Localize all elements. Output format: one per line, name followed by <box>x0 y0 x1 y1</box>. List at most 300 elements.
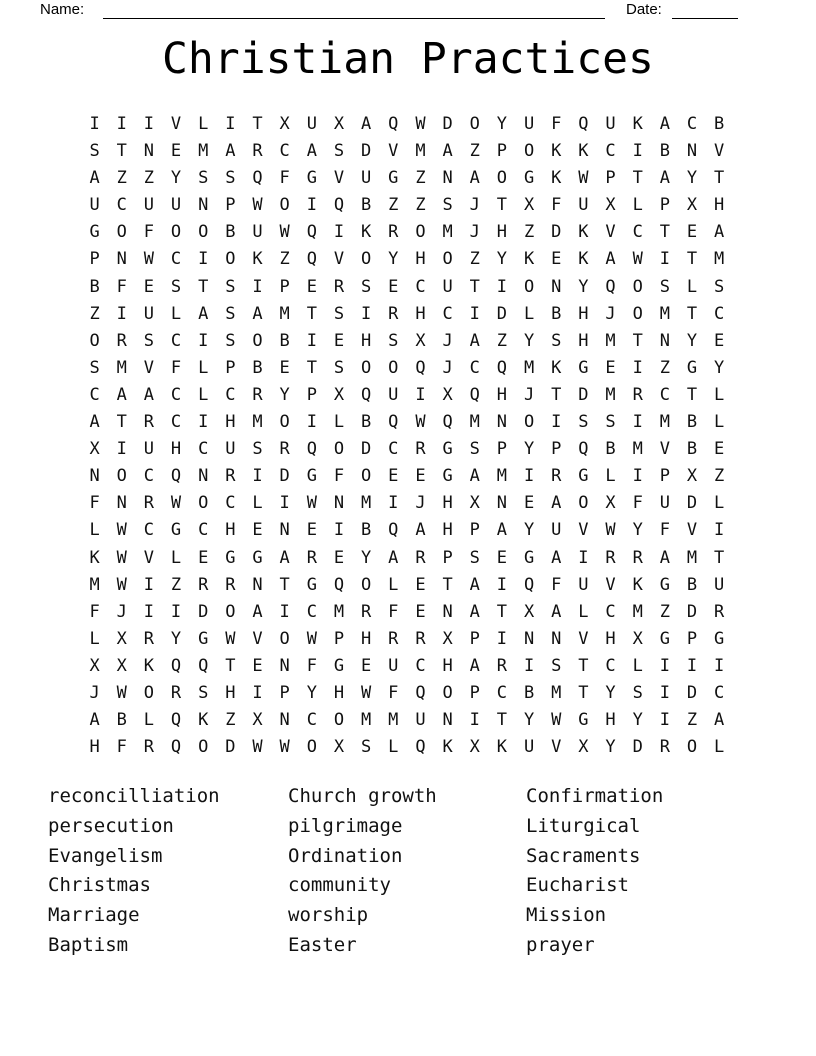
grid-letter: P <box>496 141 508 162</box>
grid-letter: O <box>279 195 290 216</box>
grid-letter: G <box>388 168 399 189</box>
grid-letter: O <box>578 493 589 514</box>
grid-letter: E <box>252 655 263 676</box>
grid-letter: H <box>89 737 100 758</box>
grid-letter: I <box>116 439 127 460</box>
grid-letter: D <box>686 601 698 622</box>
grid-letter: I <box>333 222 345 243</box>
grid-letter: F <box>279 168 290 189</box>
grid-letter: W <box>578 168 589 189</box>
grid-letter: C <box>686 114 698 134</box>
grid-letter: I <box>632 412 643 433</box>
grid-letter: H <box>361 330 372 351</box>
grid-letter: A <box>225 141 236 162</box>
grid-letter: D <box>225 737 236 758</box>
grid-letter: H <box>578 303 589 324</box>
grid-letter: R <box>143 737 155 758</box>
grid-letter: X <box>523 601 535 622</box>
grid-letter: F <box>551 114 562 134</box>
grid-letter: Q <box>496 357 508 378</box>
grid-letter: D <box>551 222 562 243</box>
grid-letter: R <box>632 384 643 405</box>
grid-letter: L <box>686 276 698 297</box>
word-list-item: persecution <box>48 814 174 837</box>
grid-letter: I <box>659 249 670 270</box>
grid-letter: I <box>116 114 127 134</box>
word-list <box>48 782 663 961</box>
grid-letter: O <box>89 330 100 351</box>
grid-letter: Q <box>333 574 345 595</box>
grid-letter: T <box>469 276 480 297</box>
grid-letter: W <box>415 114 426 134</box>
grid-letter: I <box>198 330 209 351</box>
grid-letter: L <box>89 520 100 541</box>
grid-letter: I <box>143 114 155 134</box>
grid-letter: X <box>279 114 290 134</box>
grid-letter: X <box>686 195 698 216</box>
grid-letter: N <box>198 195 209 216</box>
grid-letter: H <box>442 520 453 541</box>
grid-letter: C <box>170 412 182 433</box>
grid-letter: H <box>415 249 426 270</box>
grid-letter: F <box>659 520 670 541</box>
grid-letter: S <box>89 357 100 378</box>
grid-row <box>81 734 733 761</box>
grid-letter: M <box>551 682 562 703</box>
grid-letter: M <box>361 710 372 731</box>
grid-letter: B <box>252 357 263 378</box>
grid-letter: M <box>198 141 209 162</box>
grid-letter: T <box>551 384 562 405</box>
grid-letter: H <box>496 384 508 405</box>
grid-letter: V <box>333 249 345 270</box>
grid-letter: N <box>279 655 290 676</box>
grid-letter: Q <box>306 249 317 270</box>
grid-letter: Q <box>361 384 372 405</box>
grid-letter: D <box>361 141 372 162</box>
grid-letter: F <box>333 466 345 487</box>
grid-letter: R <box>659 737 670 758</box>
grid-letter: O <box>523 141 535 162</box>
grid-letter: R <box>143 493 155 514</box>
grid-letter: T <box>578 682 589 703</box>
grid-letter: L <box>523 303 535 324</box>
grid-letter: X <box>116 655 127 676</box>
grid-letter: R <box>170 682 182 703</box>
grid-letter: N <box>523 628 535 649</box>
grid-letter: G <box>252 547 263 568</box>
grid-letter: M <box>659 303 670 324</box>
grid-letter: B <box>686 439 698 460</box>
grid-letter: P <box>442 547 453 568</box>
grid-letter: M <box>659 412 670 433</box>
grid-letter: Q <box>578 114 589 134</box>
grid-row <box>81 355 733 382</box>
grid-letter: A <box>714 222 725 243</box>
grid-letter: T <box>578 655 589 676</box>
grid-letter: U <box>89 195 100 216</box>
grid-letter: U <box>143 195 155 216</box>
grid-letter: S <box>143 330 155 351</box>
grid-letter: K <box>632 574 643 595</box>
grid-letter: U <box>388 655 399 676</box>
grid-letter: Y <box>388 249 399 270</box>
grid-letter: N <box>496 412 508 433</box>
grid-letter: T <box>116 412 127 433</box>
grid-letter: H <box>415 303 426 324</box>
grid-letter: A <box>469 168 480 189</box>
grid-letter: C <box>632 222 643 243</box>
word-list-column <box>288 782 526 961</box>
grid-letter: C <box>415 655 426 676</box>
grid-letter: Z <box>523 222 535 243</box>
grid-letter: Q <box>306 222 317 243</box>
grid-letter: J <box>442 330 453 351</box>
grid-letter: D <box>361 439 372 460</box>
grid-letter: N <box>116 493 127 514</box>
grid-letter: J <box>523 384 535 405</box>
grid-letter: U <box>578 195 589 216</box>
grid-row <box>81 517 733 544</box>
grid-letter: T <box>279 574 290 595</box>
grid-letter: S <box>333 357 345 378</box>
grid-letter: O <box>225 249 236 270</box>
grid-letter: U <box>659 493 670 514</box>
grid-letter: Y <box>170 168 182 189</box>
grid-letter: U <box>143 439 155 460</box>
grid-letter: C <box>306 710 317 731</box>
grid-letter: W <box>551 710 562 731</box>
grid-letter: K <box>578 249 589 270</box>
grid-letter: Y <box>578 276 589 297</box>
grid-letter: V <box>551 737 562 758</box>
grid-letter: R <box>714 601 725 622</box>
grid-letter: I <box>333 520 345 541</box>
grid-letter: Y <box>496 114 508 134</box>
grid-letter: M <box>415 141 426 162</box>
grid-letter: G <box>198 628 209 649</box>
grid-letter: A <box>252 303 263 324</box>
grid-letter: T <box>306 357 317 378</box>
grid-letter: H <box>333 682 345 703</box>
grid-letter: X <box>686 466 698 487</box>
grid-letter: W <box>279 222 290 243</box>
grid-letter: L <box>170 547 182 568</box>
grid-letter: V <box>659 439 670 460</box>
grid-letter: D <box>686 682 698 703</box>
grid-letter: G <box>442 439 453 460</box>
grid-row <box>81 545 733 572</box>
grid-letter: O <box>116 466 127 487</box>
grid-letter: X <box>252 710 263 731</box>
grid-letter: Y <box>714 357 725 378</box>
grid-letter: A <box>116 384 127 405</box>
grid-letter: I <box>279 493 290 514</box>
grid-row <box>81 463 733 490</box>
grid-letter: Z <box>415 168 426 189</box>
grid-letter: Q <box>170 655 182 676</box>
grid-letter: R <box>388 222 399 243</box>
grid-letter: T <box>686 249 698 270</box>
grid-letter: Q <box>415 737 426 758</box>
grid-letter: U <box>523 737 535 758</box>
grid-letter: E <box>551 249 562 270</box>
grid-letter: R <box>388 628 399 649</box>
grid-letter: N <box>279 710 290 731</box>
grid-letter: R <box>333 276 345 297</box>
grid-letter: Y <box>686 168 698 189</box>
grid-letter: N <box>89 466 100 487</box>
grid-letter: O <box>361 466 372 487</box>
grid-letter: G <box>306 168 317 189</box>
grid-letter: I <box>659 710 670 731</box>
grid-letter: X <box>469 493 480 514</box>
word-list-item: reconcilliation <box>48 785 220 807</box>
grid-letter: Q <box>578 439 589 460</box>
grid-letter: O <box>198 222 209 243</box>
grid-letter: I <box>523 466 535 487</box>
grid-letter: F <box>170 357 182 378</box>
grid-letter: L <box>578 601 589 622</box>
grid-letter: A <box>89 168 100 189</box>
grid-letter: C <box>170 249 182 270</box>
grid-letter: N <box>686 141 698 162</box>
grid-row <box>81 246 733 273</box>
grid-letter: A <box>469 574 480 595</box>
grid-letter: P <box>469 628 480 649</box>
grid-letter: R <box>415 628 426 649</box>
grid-letter: O <box>198 737 209 758</box>
grid-letter: K <box>551 168 562 189</box>
grid-letter: I <box>225 114 236 134</box>
grid-letter: S <box>361 276 372 297</box>
grid-letter: E <box>415 466 426 487</box>
grid-letter: C <box>388 439 399 460</box>
grid-letter: A <box>252 601 263 622</box>
grid-letter: E <box>388 276 399 297</box>
grid-letter: R <box>198 574 209 595</box>
grid-letter: C <box>415 276 426 297</box>
grid-letter: C <box>496 682 508 703</box>
grid-letter: W <box>361 682 372 703</box>
grid-letter: K <box>89 547 100 568</box>
grid-letter: I <box>659 655 670 676</box>
grid-letter: B <box>686 574 698 595</box>
grid-letter: A <box>469 466 480 487</box>
grid-letter: E <box>279 357 290 378</box>
grid-letter: G <box>659 628 670 649</box>
grid-letter: Z <box>89 303 100 324</box>
grid-letter: Y <box>523 710 535 731</box>
grid-letter: C <box>225 384 236 405</box>
grid-letter: G <box>578 357 589 378</box>
grid-letter: C <box>469 357 480 378</box>
grid-letter: X <box>333 114 345 134</box>
grid-letter: H <box>225 520 236 541</box>
grid-letter: I <box>714 520 725 541</box>
grid-letter: S <box>361 737 372 758</box>
grid-letter: G <box>659 574 670 595</box>
grid-letter: E <box>143 276 155 297</box>
word-list-item: Liturgical <box>526 814 641 837</box>
name-blank-line <box>103 0 605 19</box>
grid-letter: P <box>659 466 670 487</box>
grid-letter: P <box>225 357 236 378</box>
grid-letter: O <box>442 249 453 270</box>
grid-letter: R <box>252 141 263 162</box>
grid-letter: E <box>306 276 317 297</box>
grid-row <box>81 626 733 653</box>
grid-letter: A <box>659 168 670 189</box>
grid-letter: G <box>306 466 317 487</box>
grid-row <box>81 707 733 734</box>
grid-letter: Y <box>170 628 182 649</box>
grid-letter: I <box>469 303 480 324</box>
grid-letter: I <box>632 357 643 378</box>
grid-letter: R <box>252 384 263 405</box>
grid-row <box>81 599 733 626</box>
grid-letter: U <box>415 710 426 731</box>
grid-letter: M <box>279 303 290 324</box>
grid-letter: T <box>496 710 508 731</box>
grid-letter: D <box>686 493 698 514</box>
grid-letter: W <box>306 493 317 514</box>
grid-letter: X <box>578 737 589 758</box>
grid-letter: A <box>361 114 372 134</box>
grid-letter: S <box>198 682 209 703</box>
grid-letter: H <box>170 439 182 460</box>
grid-letter: B <box>686 412 698 433</box>
word-list-item: Baptism <box>48 933 129 956</box>
grid-letter: K <box>496 737 508 758</box>
grid-letter: M <box>442 222 453 243</box>
grid-row <box>81 653 733 680</box>
grid-letter: A <box>551 547 562 568</box>
word-list-item: prayer <box>526 933 595 956</box>
grid-letter: B <box>523 682 535 703</box>
grid-letter: K <box>143 655 155 676</box>
grid-letter: X <box>116 628 127 649</box>
grid-letter: I <box>116 303 127 324</box>
grid-letter: H <box>605 628 616 649</box>
grid-letter: D <box>496 303 508 324</box>
grid-letter: E <box>714 330 725 351</box>
grid-letter: F <box>116 737 127 758</box>
grid-letter: R <box>388 303 399 324</box>
grid-letter: B <box>659 141 670 162</box>
grid-letter: W <box>605 520 616 541</box>
grid-letter: E <box>496 547 508 568</box>
grid-letter: O <box>632 276 643 297</box>
grid-letter: O <box>279 412 290 433</box>
grid-letter: Z <box>496 330 508 351</box>
grid-letter: T <box>116 141 127 162</box>
grid-letter: D <box>198 601 209 622</box>
wordsearch-grid <box>81 111 733 761</box>
grid-letter: U <box>551 520 562 541</box>
word-list-item: Ordination <box>288 844 403 867</box>
grid-letter: S <box>632 682 643 703</box>
grid-letter: E <box>306 520 317 541</box>
grid-letter: U <box>170 195 182 216</box>
grid-letter: M <box>632 601 643 622</box>
grid-letter: U <box>252 222 263 243</box>
grid-letter: A <box>306 141 317 162</box>
grid-letter: T <box>686 303 698 324</box>
grid-letter: M <box>605 384 616 405</box>
grid-letter: S <box>225 303 236 324</box>
grid-letter: P <box>279 682 290 703</box>
grid-letter: L <box>170 303 182 324</box>
grid-letter: Q <box>415 682 426 703</box>
grid-letter: Z <box>659 601 670 622</box>
grid-letter: L <box>198 357 209 378</box>
grid-letter: M <box>252 412 263 433</box>
grid-letter: F <box>632 493 643 514</box>
grid-letter: O <box>279 628 290 649</box>
grid-letter: I <box>252 682 263 703</box>
grid-letter: P <box>659 195 670 216</box>
grid-letter: I <box>143 574 155 595</box>
grid-row <box>81 165 733 192</box>
grid-letter: H <box>714 195 725 216</box>
grid-letter: S <box>659 276 670 297</box>
grid-letter: C <box>306 601 317 622</box>
grid-letter: I <box>496 574 508 595</box>
grid-letter: W <box>225 628 236 649</box>
grid-letter: R <box>496 655 508 676</box>
grid-letter: Z <box>659 357 670 378</box>
grid-letter: T <box>496 601 508 622</box>
grid-letter: Q <box>442 412 453 433</box>
grid-letter: I <box>170 601 182 622</box>
grid-letter: I <box>496 628 508 649</box>
grid-letter: L <box>714 493 725 514</box>
grid-letter: F <box>89 601 100 622</box>
grid-letter: E <box>198 547 209 568</box>
grid-letter: O <box>415 222 426 243</box>
grid-letter: V <box>578 520 589 541</box>
grid-letter: A <box>469 330 480 351</box>
word-list-item: Eucharist <box>526 874 629 897</box>
grid-letter: Q <box>415 357 426 378</box>
grid-letter: V <box>605 574 616 595</box>
grid-letter: W <box>279 737 290 758</box>
grid-letter: B <box>279 330 290 351</box>
grid-letter: P <box>686 628 698 649</box>
grid-letter: J <box>116 601 127 622</box>
grid-letter: C <box>442 303 453 324</box>
grid-letter: I <box>279 601 290 622</box>
grid-letter: S <box>469 439 480 460</box>
grid-letter: A <box>198 303 209 324</box>
grid-letter: M <box>89 574 100 595</box>
grid-letter: Z <box>686 710 698 731</box>
grid-letter: J <box>89 682 100 703</box>
grid-letter: U <box>225 439 236 460</box>
word-list-column <box>526 782 663 961</box>
grid-letter: K <box>578 141 589 162</box>
grid-letter: S <box>442 195 453 216</box>
grid-letter: M <box>496 466 508 487</box>
grid-letter: G <box>306 574 317 595</box>
grid-letter: L <box>605 466 616 487</box>
grid-letter: Y <box>686 330 698 351</box>
grid-letter: K <box>632 114 643 134</box>
grid-letter: J <box>605 303 616 324</box>
grid-letter: P <box>551 439 562 460</box>
grid-letter: S <box>578 412 589 433</box>
